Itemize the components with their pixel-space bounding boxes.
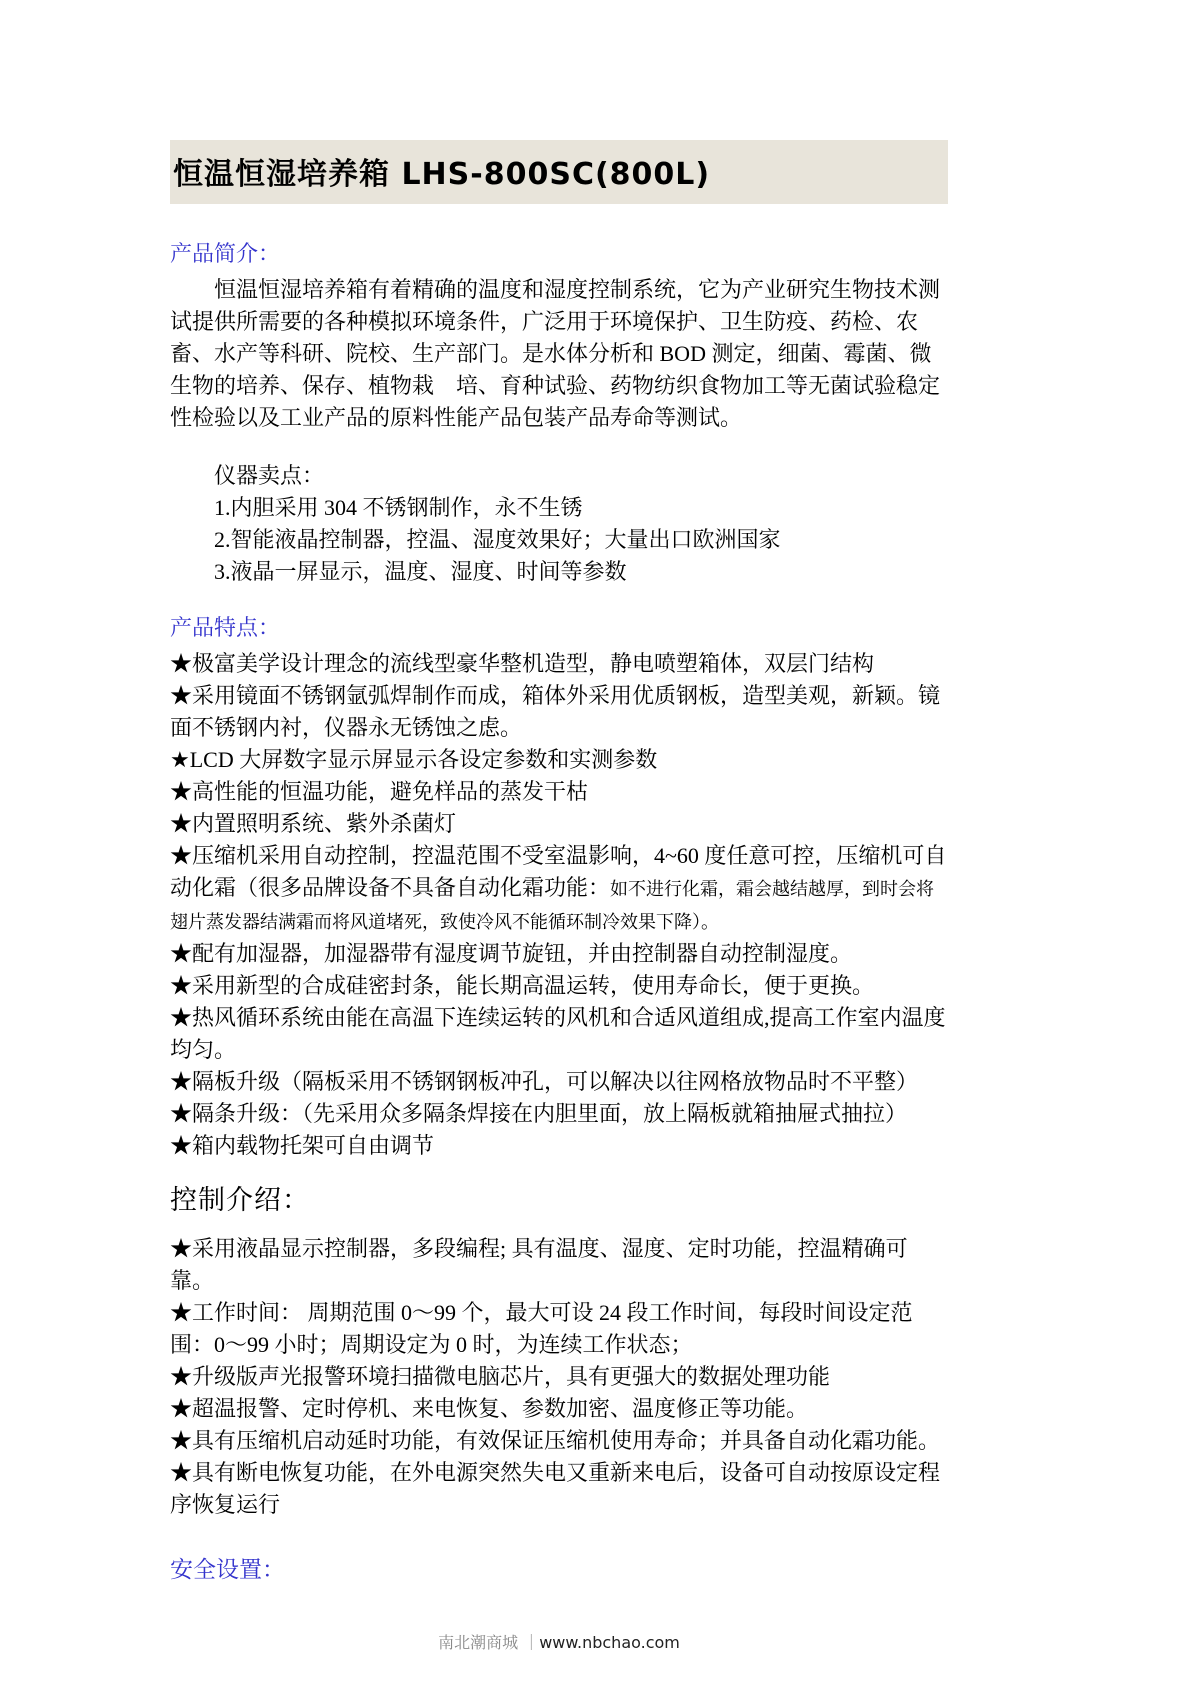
feature-item: ★隔板升级（隔板采用不锈钢钢板冲孔，可以解决以往网格放物品时不平整） (170, 1069, 919, 1094)
product-intro-paragraph: 恒温恒湿培养箱有着精确的温度和湿度控制系统，它为产业研究生物技术测试提供所需要的各种模拟环境条件，广泛用于环境保护、卫生防疫、药检、农畜、水产等科研、院校、生产部门。是水体分析和 BOD 测定，细菌、霉菌、微生物的培养、保存、植物栽 培、育种试验、药物纺织食物加工等无菌试验稳定性检验以及工业产品的原料性能产品包装产品寿命等测试。 (170, 277, 941, 430)
page-title: 恒温恒湿培养箱 LHS-800SC(800L) (173, 157, 711, 192)
footer-url: www.nbchao.com (539, 1633, 680, 1652)
product-features-heading: 产品特点： (170, 615, 281, 640)
selling-point-item: 1.内胆采用 304 不锈钢制作，永不生锈 (214, 495, 583, 520)
feature-item: ★高性能的恒温功能，避免样品的蒸发干枯 (170, 779, 589, 804)
feature-item (170, 840, 948, 938)
section-product-features (170, 612, 948, 1162)
section-selling-points (214, 460, 948, 588)
control-item: ★超温报警、定时停机、来电恢复、参数加密、温度修正等功能。 (170, 1396, 809, 1421)
feature-item: ★采用新型的合成硅密封条，能长期高温运转，使用寿命长，便于更换。 (170, 973, 875, 998)
document-content (170, 0, 948, 1653)
section-product-intro (170, 238, 948, 434)
control-intro-heading: 控制介绍： (170, 1185, 310, 1215)
feature-item-note: 如不进行化霜，霜会越结越厚，到时会将翅片蒸发器结满霜而将风道堵死，致使冷风不能循环制冷效果下降）。 (170, 879, 935, 932)
control-item: ★具有断电恢复功能，在外电源突然失电又重新来电后，设备可自动按原设定程序恢复运行 (170, 1460, 941, 1517)
control-item: ★具有压缩机启动延时功能，有效保证压缩机使用寿命；并具备自动化霜功能。 (170, 1428, 941, 1453)
feature-item: ★热风循环系统由能在高温下连续运转的风机和合适风道组成,提高工作室内温度均匀。 (170, 1005, 946, 1062)
control-item: ★采用液晶显示控制器，多段编程; 具有温度、湿度、定时功能，控温精确可靠。 (170, 1236, 908, 1293)
feature-item-text: ★压缩机采用自动控制，控温范围不受室温影响，4~60 度任意可控，压缩机可自动化霜（很多品牌设备不具备自动化霜功能： (170, 843, 947, 900)
footer-site-name: 南北潮商城 (438, 1633, 519, 1652)
product-intro-heading: 产品简介： (170, 241, 281, 266)
safety-settings-heading: 安全设置： (170, 1557, 285, 1582)
selling-point-item: 2.智能液晶控制器，控温、湿度效果好；大量出口欧洲国家 (214, 527, 781, 552)
control-item: ★升级版声光报警环境扫描微电脑芯片，具有更强大的数据处理功能 (170, 1364, 831, 1389)
page-footer (170, 1630, 948, 1653)
selling-point-item: 3.液晶一屏显示，温度、湿度、时间等参数 (214, 559, 627, 584)
selling-points-heading: 仪器卖点： (214, 463, 325, 488)
feature-item: ★采用镜面不锈钢氩弧焊制作而成，箱体外采用优质钢板，造型美观，新颖。镜面不锈钢内衬，仪器永无锈蚀之虑。 (170, 683, 941, 740)
feature-item: ★隔条升级：（先采用众多隔条焊接在内胆里面，放上隔板就箱抽屉式抽拉） (170, 1101, 908, 1126)
feature-item: ★LCD 大屏数字显示屏显示各设定参数和实测参数 (170, 747, 658, 772)
section-control-intro (170, 1233, 948, 1521)
control-item: ★工作时间： 周期范围 0～99 个，最大可设 24 段工作时间，每段时间设定范围：0～99 小时；周期设定为 0 时，为连续工作状态； (170, 1300, 913, 1357)
title-bar (170, 140, 948, 204)
feature-item: ★极富美学设计理念的流线型豪华整机造型，静电喷塑箱体，双层门结构 (170, 651, 875, 676)
feature-item: ★配有加湿器，加湿器带有湿度调节旋钮，并由控制器自动控制湿度。 (170, 941, 853, 966)
footer-separator: ｜ (518, 1633, 540, 1652)
feature-item: ★箱内载物托架可自由调节 (170, 1133, 435, 1158)
feature-item: ★内置照明系统、紫外杀菌灯 (170, 811, 457, 836)
